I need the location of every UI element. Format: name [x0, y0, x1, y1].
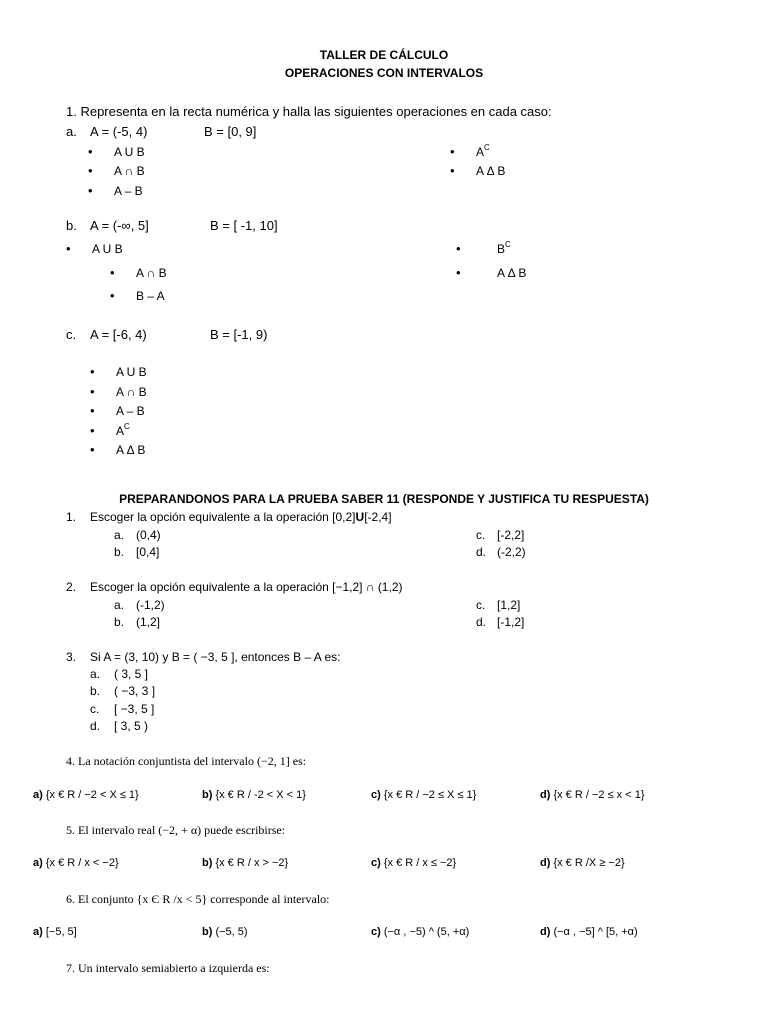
case-a-symmetric-diff: • A Δ B: [476, 164, 505, 178]
q4-option-c: c) {x € R / −2 ≤ X ≤ 1}: [371, 789, 477, 801]
q3-option-label: a.: [90, 667, 101, 681]
case-c-item: • A ∩ B: [116, 385, 147, 399]
q2-option-a: (-1,2): [136, 598, 165, 612]
case-c-label: c.: [66, 327, 77, 342]
case-c-set-b: B = [-1, 9): [210, 327, 268, 342]
case-b-label: b.: [66, 218, 77, 233]
q2-option-a-label: a.: [114, 598, 125, 612]
q1-option-d: (-2,2): [497, 545, 526, 559]
case-a-label: a.: [66, 124, 77, 139]
case-a-set-a: A = (-5, 4): [90, 124, 148, 139]
q4-option-b: b) {x € R / -2 < X < 1}: [202, 789, 306, 801]
q6-option-b: b) (−5, 5): [202, 926, 248, 938]
q3-text: Si A = (3, 10) y B = ( −3, 5 ], entonces B – A es:: [90, 650, 341, 664]
case-a-item: • A ∩ B: [114, 164, 145, 178]
case-b-item: • A ∩ B: [136, 266, 167, 280]
q5-text: 5. El intervalo real (−2, + α) puede escribirse:: [66, 823, 286, 837]
q5-option-a: a) {x € R / x < −2}: [33, 857, 119, 869]
q1-option-a-label: a.: [114, 528, 125, 542]
q5-option-d: d) {x € R /X ≥ −2}: [540, 857, 625, 869]
case-a-set-b: B = [0, 9]: [204, 124, 257, 139]
q3-option: [ 3, 5 ): [114, 719, 149, 733]
case-c-complement: • $A^C$: [116, 424, 130, 438]
case-b-set-b: B = [ -1, 10]: [210, 218, 278, 233]
q2-option-d: [-1,2]: [497, 615, 525, 629]
question-1-instruction: 1. Representa en la recta numérica y halla las siguientes operaciones en cada caso:: [66, 104, 552, 119]
case-c-set-a: A = [-6, 4): [90, 327, 147, 342]
q4-text: 4. La notación conjuntista del intervalo (−2, 1] es:: [66, 754, 307, 768]
case-a-complement: • $A^C$: [476, 145, 490, 159]
case-b-item: • B – A: [136, 289, 165, 303]
q2-number: 2.: [66, 580, 77, 594]
q3-option-label: d.: [90, 719, 101, 733]
q1-option-a: (0,4): [136, 528, 161, 542]
q1-text: Escoger la opción equivalente a la operación [0,2]U[-2,4]: [90, 510, 392, 524]
q1-option-c: [-2,2]: [497, 528, 525, 542]
case-b-set-a: A = (-∞, 5]: [90, 218, 149, 233]
case-a-item: • A – B: [114, 184, 143, 198]
q7-text: 7. Un intervalo semiabierto a izquierda es:: [66, 961, 270, 975]
q3-option: ( −3, 3 ]: [114, 684, 156, 698]
bullet-icon: •: [456, 265, 461, 280]
q3-option: [ −3, 5 ]: [114, 702, 155, 716]
q3-number: 3.: [66, 650, 77, 664]
case-b-item: • A U B: [92, 242, 123, 256]
q4-option-a: a) {x € R / −2 < X ≤ 1}: [33, 789, 139, 801]
q3-option-label: c.: [90, 702, 100, 716]
case-c-item: • A – B: [116, 404, 145, 418]
q2-text: Escoger la opción equivalente a la operación [−1,2] ∩ (1,2): [90, 580, 403, 594]
bullet-icon: •: [456, 241, 461, 256]
case-c-symmetric-diff: • A Δ B: [116, 443, 145, 457]
q3-option: ( 3, 5 ]: [114, 667, 149, 681]
q1-option-d-label: d.: [476, 545, 487, 559]
q6-text: 6. El conjunto {x Є R /x < 5} corresponde al intervalo:: [66, 892, 330, 906]
q5-option-c: c) {x € R / x ≤ −2}: [371, 857, 457, 869]
q6-option-d: d) (−α , −5] ^ [5, +α): [540, 926, 638, 938]
q2-option-c: [1,2]: [497, 598, 521, 612]
worksheet-subtitle: OPERACIONES CON INTERVALOS: [284, 66, 484, 80]
q3-option-label: b.: [90, 684, 101, 698]
case-b-complement: $B^C$: [497, 240, 511, 256]
section-heading: PREPARANDONOS PARA LA PRUEBA SABER 11 (RESPONDE Y JUSTIFICA TU RESPUESTA): [119, 492, 649, 506]
case-b-symmetric-diff: A Δ B: [497, 266, 527, 280]
q1-number: 1.: [66, 510, 77, 524]
q2-option-d-label: d.: [476, 615, 487, 629]
worksheet-title: TALLER DE CÁLCULO: [319, 48, 449, 62]
q4-option-d: d) {x € R / −2 ≤ x < 1}: [540, 789, 645, 801]
q5-option-b: b) {x € R / x > −2}: [202, 857, 289, 869]
case-a-item: • A U B: [114, 145, 145, 159]
q2-option-b-label: b.: [114, 615, 125, 629]
q1-option-b: [0,4]: [136, 545, 160, 559]
q1-option-b-label: b.: [114, 545, 125, 559]
q6-option-c: c) (−α , −5) ^ (5, +α): [371, 926, 470, 938]
q2-option-c-label: c.: [476, 598, 486, 612]
q1-option-c-label: c.: [476, 528, 486, 542]
case-c-item: • A U B: [116, 365, 147, 379]
q2-option-b: (1,2]: [136, 615, 161, 629]
q6-option-a: a) [−5, 5]: [33, 926, 77, 938]
